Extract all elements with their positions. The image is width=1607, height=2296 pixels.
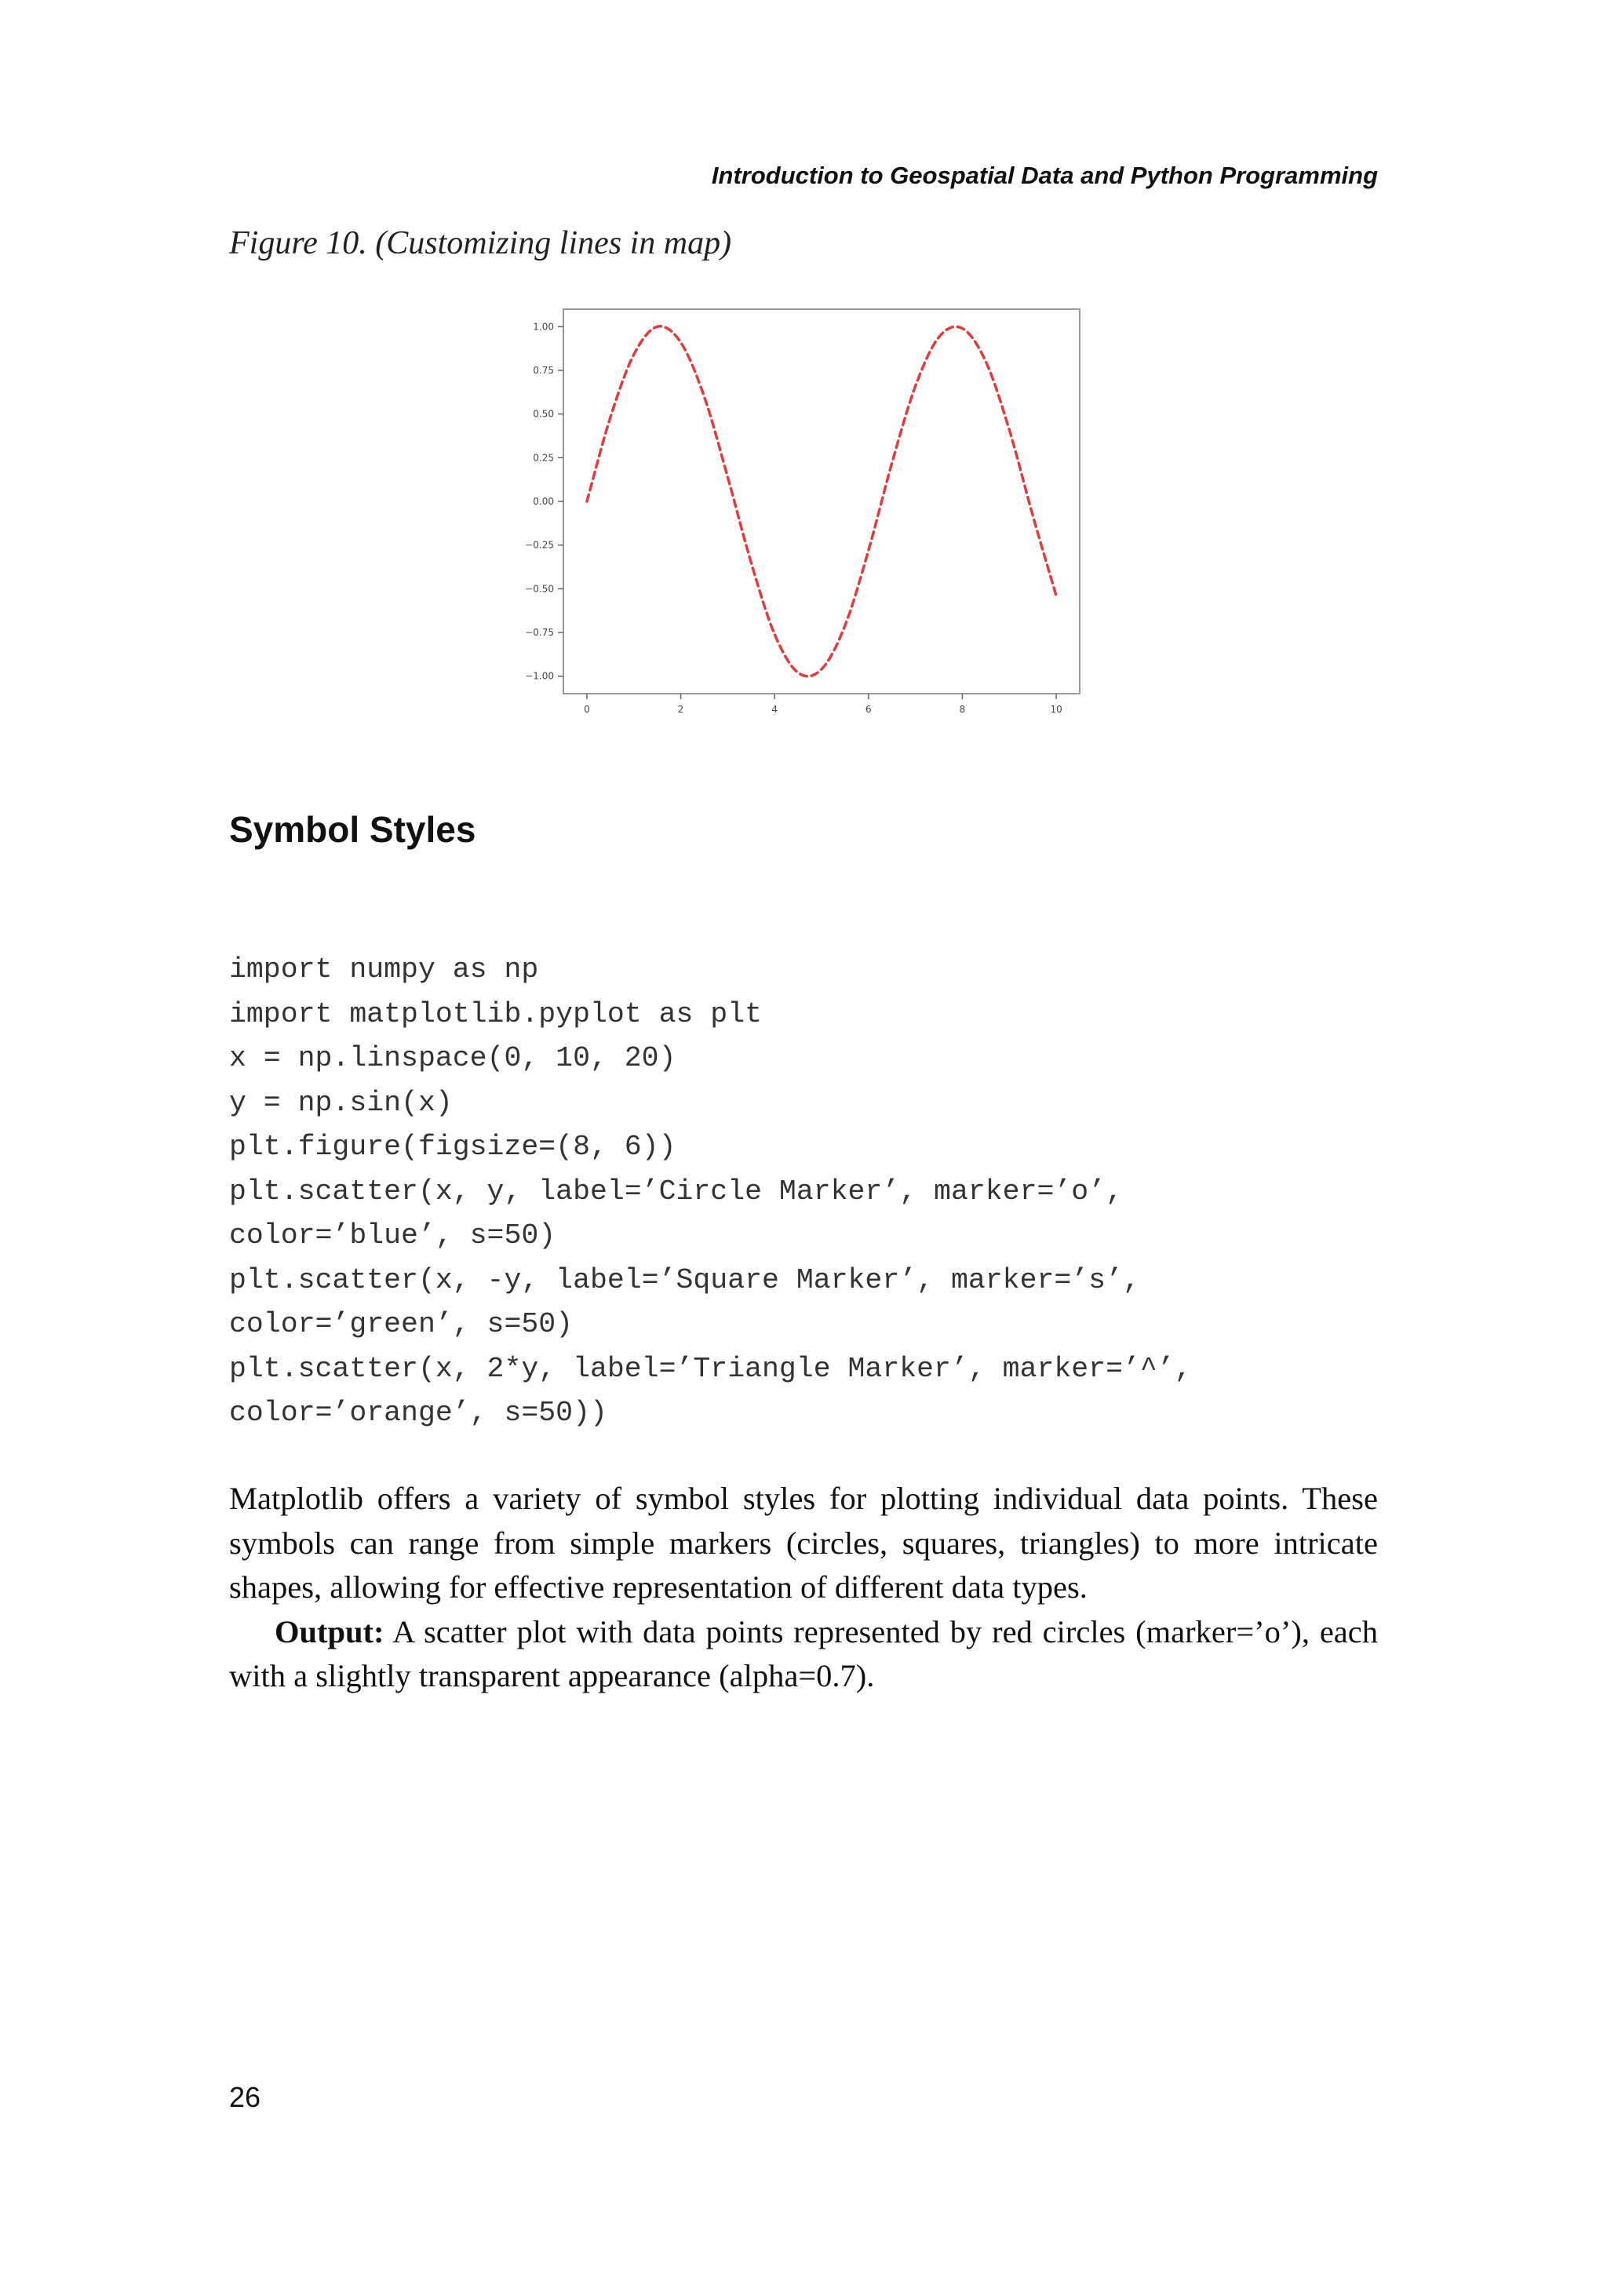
code-line: plt.figure(figsize=(8, 6)) <box>229 1131 676 1163</box>
code-line: y = np.sin(x) <box>229 1086 453 1119</box>
code-block <box>229 948 1192 1436</box>
y-tick-label: −0.75 <box>525 627 554 639</box>
x-tick-label: 2 <box>677 704 684 715</box>
section-heading: Symbol Styles <box>229 809 476 850</box>
y-tick-label: 0.25 <box>533 452 554 464</box>
code-line: plt.scatter(x, -y, label=’Square Marker’, marker=’s’, <box>229 1263 1140 1296</box>
output-text: A scatter plot with data points represented by red circles (marker=’o’), each with a slightly transparent appearance (alpha=0.7). <box>229 1613 1378 1693</box>
y-tick-label: −1.00 <box>525 670 554 682</box>
code-line: plt.scatter(x, y, label=’Circle Marker’, marker=’o’, <box>229 1175 1123 1208</box>
y-tick-label: −0.25 <box>525 539 554 551</box>
code-line: plt.scatter(x, 2*y, label=’Triangle Marker’, marker=’^’, <box>229 1352 1192 1385</box>
code-line: x = np.linspace(0, 10, 20) <box>229 1042 676 1074</box>
y-tick-label: 0.50 <box>533 408 554 420</box>
y-tick-label: 0.75 <box>533 364 554 376</box>
x-tick-label: 10 <box>1050 704 1062 715</box>
x-tick-label: 8 <box>959 704 966 715</box>
x-tick-label: 6 <box>865 704 872 715</box>
code-line: color=’green’, s=50) <box>229 1308 574 1340</box>
y-tick-label: 0.00 <box>533 496 554 507</box>
plot-frame <box>563 309 1080 694</box>
code-line: import numpy as np <box>229 953 539 986</box>
body-text <box>229 1477 1378 1699</box>
running-head: Introduction to Geospatial Data and Python Programming <box>711 162 1378 189</box>
y-tick-label: −0.50 <box>525 583 554 595</box>
y-tick-label: 1.00 <box>533 321 554 333</box>
x-tick-label: 0 <box>584 704 590 715</box>
sine-line-chart <box>512 297 1102 720</box>
code-line: import matplotlib.pyplot as plt <box>229 997 763 1030</box>
page-number: 26 <box>229 2081 261 2113</box>
output-label: Output: <box>275 1613 384 1649</box>
figure-caption: Figure 10. (Customizing lines in map) <box>229 225 732 261</box>
chart-svg <box>512 297 1102 720</box>
body-paragraph: Matplotlib offers a variety of symbol styles for plotting individual data points. These symbols can range from simple markers (circles, squares, triangles) to more intricate shapes, allowing for effective representation of different data types. <box>229 1481 1378 1605</box>
code-line: color=’orange’, s=50)) <box>229 1397 607 1429</box>
x-tick-label: 4 <box>771 704 778 715</box>
code-line: color=’blue’, s=50) <box>229 1219 556 1252</box>
output-paragraph <box>229 1610 1378 1699</box>
